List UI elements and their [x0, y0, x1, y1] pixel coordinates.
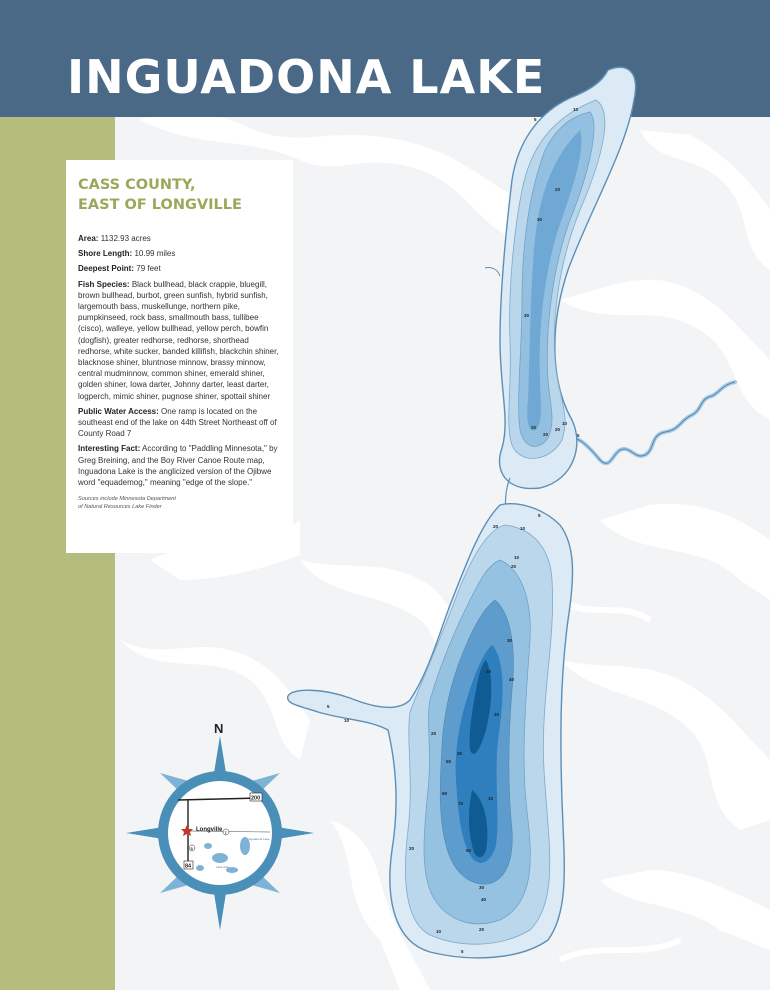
north-basin: [500, 67, 636, 488]
depth-label: 5: [577, 433, 580, 438]
depth-label: 20: [555, 427, 561, 432]
depth-label: 5: [461, 949, 464, 954]
depth-label: 5: [327, 704, 330, 709]
road-200-label: 200: [251, 795, 261, 802]
town-label: Longville: [196, 827, 223, 833]
depth-label: 40: [486, 669, 492, 674]
sources-note: Sources include Minnesota Department of Natural Resources Lake Finder: [78, 496, 176, 511]
depth-label: 20: [409, 846, 415, 851]
north-label: N: [214, 721, 224, 736]
river-channel: [560, 382, 735, 463]
subtitle-line-1: CASS COUNTY,: [78, 177, 196, 193]
road-5-label: 5: [190, 846, 193, 851]
road-7-label: 7: [224, 830, 227, 835]
county-location-heading: [78, 175, 281, 215]
depth-label: 20: [555, 187, 561, 192]
lake-label-inguadona: Inguadona Lake: [248, 837, 270, 841]
depth-label: 60: [442, 791, 448, 796]
depth-label: 10: [488, 796, 494, 801]
depth-label: 5: [538, 513, 541, 518]
depth-label: 20: [531, 425, 537, 430]
depth-label: 20: [543, 432, 549, 437]
area-fact: Area: 1132.93 acres: [78, 234, 151, 243]
interesting-fact: Interesting Fact: According to "Paddling Minnesota," by Greg Breining, and the Boy River Canoe Route map, Inguadona Lake is the anglicized version of the Ojibwe word "equademog," meaning "edge of the slope.": [78, 444, 278, 488]
subtitle-line-2: EAST OF LONGVILLE: [78, 197, 242, 213]
lake-info-panel: [66, 160, 293, 553]
road-84-label: 84: [185, 863, 192, 870]
depth-label: 30: [494, 712, 500, 717]
shore-length-fact: Shore Length: 10.99 miles: [78, 249, 176, 259]
depth-label: 20: [511, 564, 517, 569]
depth-label: 30: [524, 313, 530, 318]
compass-locator-map: [120, 718, 320, 948]
depth-label: 30: [457, 751, 463, 756]
depth-label: 70: [458, 801, 464, 806]
depth-label: 50: [446, 759, 452, 764]
depth-label: 20: [479, 927, 485, 932]
depth-label: 10: [562, 421, 568, 426]
deepest-point-fact: Deepest Point: 79 feet: [78, 264, 161, 274]
depth-label: 40: [481, 897, 487, 902]
depth-label: 10: [436, 929, 442, 934]
depth-label: 10: [344, 718, 350, 723]
depth-label: 30: [507, 638, 513, 643]
lake-label-ada: Lake Ada: [216, 865, 229, 869]
page-title: INGUADONA LAKE: [67, 50, 546, 104]
depth-label: 20: [493, 524, 499, 529]
depth-label: 10: [573, 107, 579, 112]
lake-facts: [78, 233, 281, 511]
depth-label: 20: [431, 731, 437, 736]
depth-label: 5: [534, 117, 537, 122]
depth-label: 30: [479, 885, 485, 890]
depth-label: 10: [514, 555, 520, 560]
public-access-fact: Public Water Access: One ramp is located on the southeast end of the lake on 44th Street Northeast off of County Road 7: [78, 406, 277, 439]
fish-species-fact: Fish Species: Black bullhead, black crappie, bluegill, brown bullhead, burbot, green sunfish, hybrid sunfish, largemouth bass, muskellunge, northern pike, pumpkinseed, rock bass, smallmouth bass, tullibee (cisco), walleye, yellow bullhead, yellow perch, bowfin (dogfish), greater redhorse, redhorse, shorthead redhorse, white sucker, banded killifish, blackchin shiner, blacknose shiner, bluntnose minnow, brassy minnow, central mudminnow, common shiner, emerald shiner, golden shiner, Iowa darter, Johnny darter, least darter, logperch, mimic shiner, pugnose shiner, spottail shiner: [78, 279, 279, 401]
depth-label: 40: [509, 677, 515, 682]
depth-label: 30: [537, 217, 543, 222]
depth-label: 10: [520, 526, 526, 531]
depth-label: 50: [466, 848, 472, 853]
